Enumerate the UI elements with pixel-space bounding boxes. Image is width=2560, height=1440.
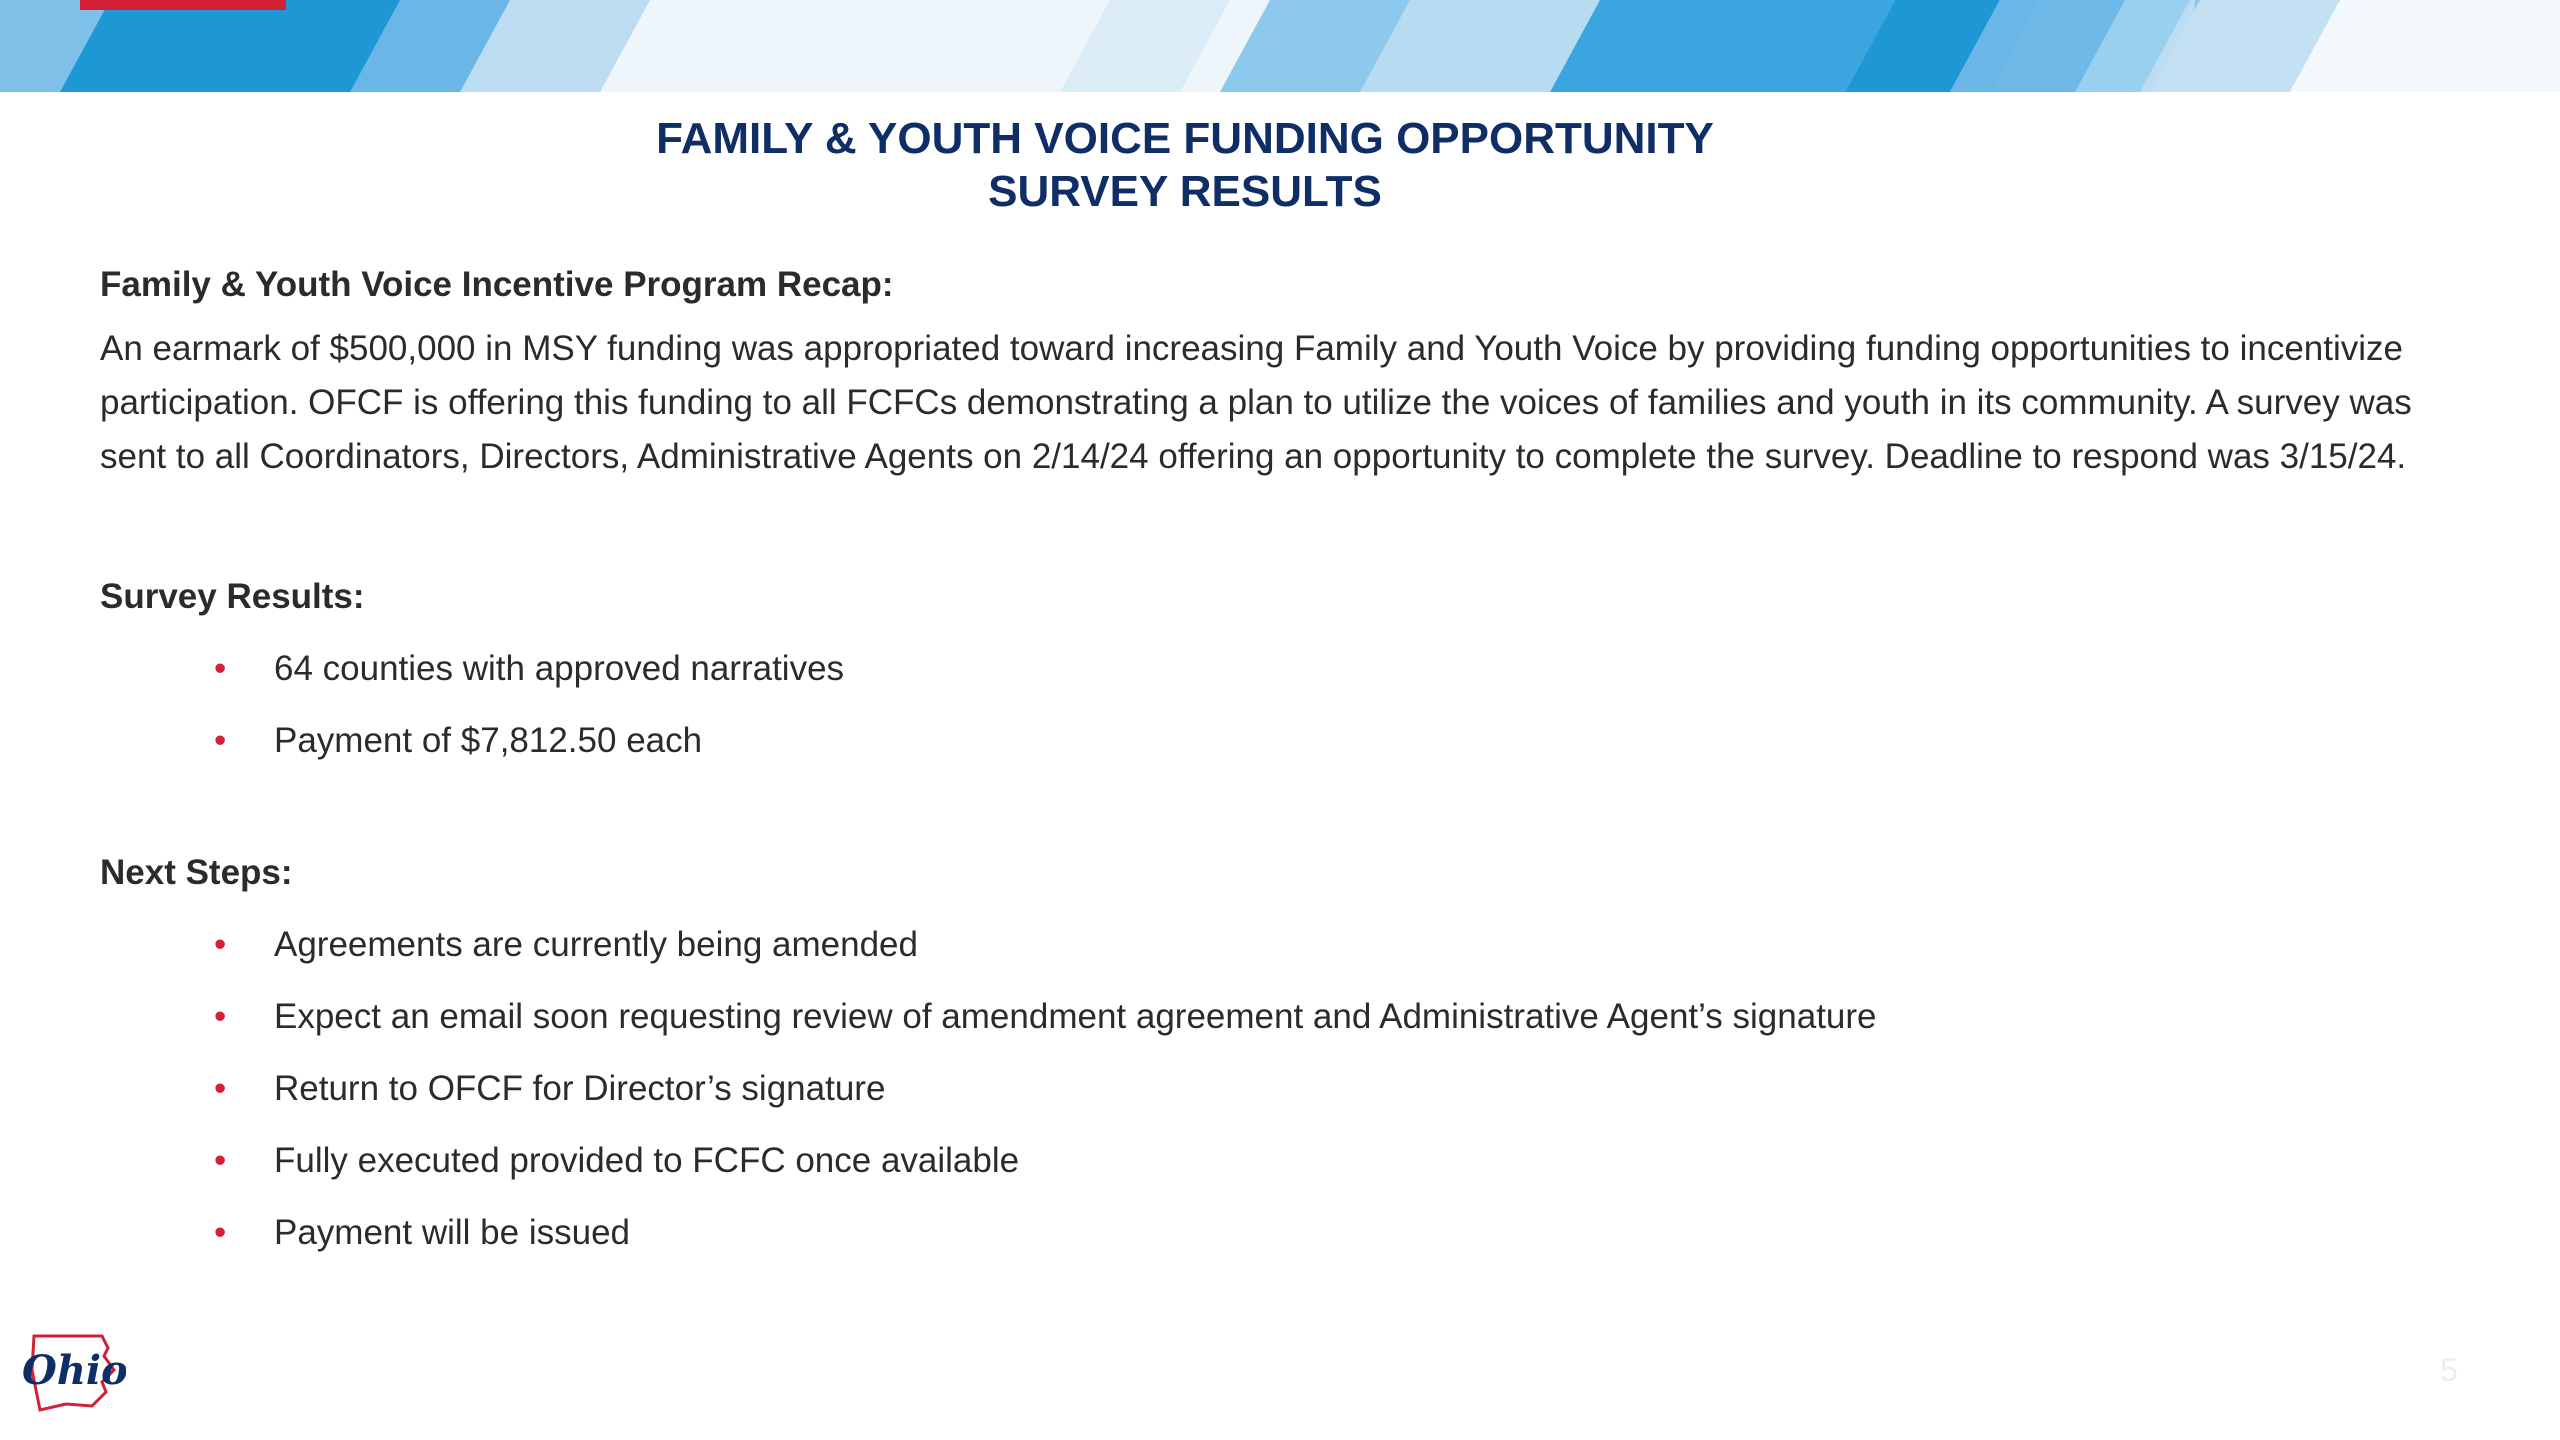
list-item — [214, 644, 2430, 694]
logo-text: Ohio — [22, 1347, 126, 1394]
bullet-icon: • — [214, 1213, 227, 1252]
list-item-text: Fully executed provided to FCFC once available — [274, 1141, 1020, 1180]
list-item — [214, 920, 2430, 970]
survey-results-list — [100, 644, 2430, 766]
recap-heading: Family & Youth Voice Incentive Program Recap: — [100, 265, 894, 304]
list-item — [214, 1064, 2430, 1114]
slide-title — [0, 112, 2370, 218]
title-line-2: SURVEY RESULTS — [988, 167, 1382, 216]
next-steps-list — [100, 920, 2430, 1258]
list-item-text: 64 counties with approved narratives — [274, 649, 845, 688]
banner-red-accent — [80, 0, 286, 10]
survey-results-heading: Survey Results: — [100, 577, 365, 616]
bullet-icon: • — [214, 649, 227, 688]
bullet-icon: • — [214, 1069, 227, 1108]
list-item-text: Payment of $7,812.50 each — [274, 721, 703, 760]
recap-paragraph: An earmark of $500,000 in MSY funding was appropriated toward increasing Family and Youth Voice by providing funding opportunities to incentivize participation. OFCF is offering this funding to all FCFCs demonstrating a plan to utilize the voices of families and youth in its community. A survey was sent to all Coordinators, Directors, Administrative Agents on 2/14/24 offering an opportunity to complete the survey. Deadline to respond was 3/15/24. — [100, 329, 2412, 476]
page-number: 5 — [2440, 1352, 2458, 1388]
banner-stripes-graphic — [0, 0, 2560, 92]
list-item-text: Payment will be issued — [274, 1213, 630, 1252]
list-item-text: Expect an email soon requesting review of amendment agreement and Administrative Agent’s signature — [274, 997, 1877, 1036]
bullet-icon: • — [214, 1141, 227, 1180]
list-item-text: Return to OFCF for Director’s signature — [274, 1069, 886, 1108]
list-item-text: Agreements are currently being amended — [274, 925, 918, 964]
bullet-icon: • — [214, 721, 227, 760]
title-line-1: FAMILY & YOUTH VOICE FUNDING OPPORTUNITY — [656, 114, 1714, 163]
list-item — [214, 1136, 2430, 1186]
next-steps-heading: Next Steps: — [100, 853, 293, 892]
header-banner — [0, 0, 2560, 92]
slide-content — [100, 260, 2430, 1258]
list-item — [214, 992, 2430, 1042]
list-item — [214, 1208, 2430, 1258]
list-item — [214, 716, 2430, 766]
ohio-logo-icon — [16, 1326, 126, 1416]
bullet-icon: • — [214, 925, 227, 964]
bullet-icon: • — [214, 997, 227, 1036]
